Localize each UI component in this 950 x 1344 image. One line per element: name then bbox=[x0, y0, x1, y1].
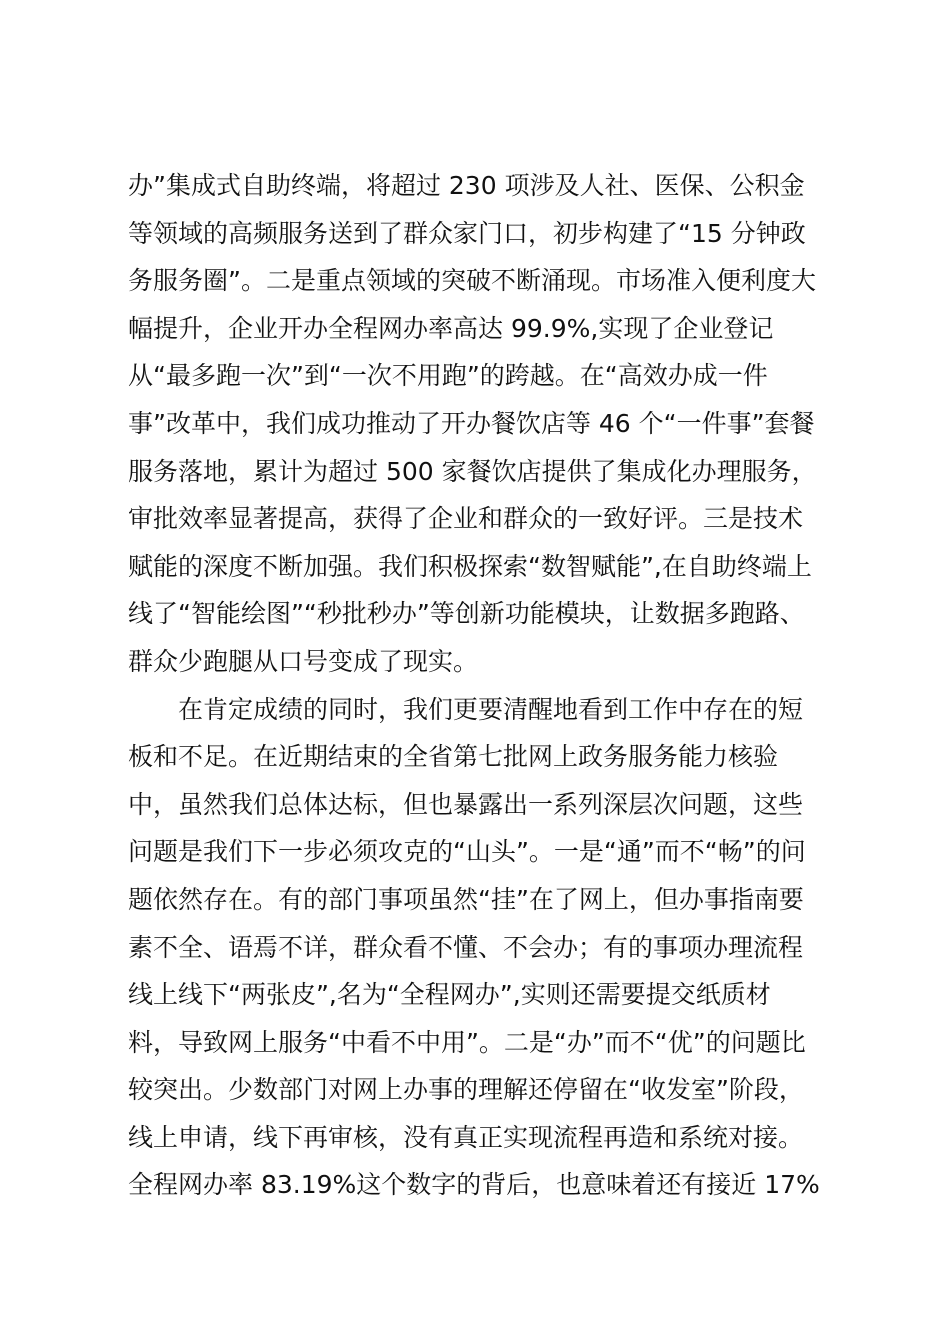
text-line: 审批效率显著提高，获得了企业和群众的一致好评。三是技术 bbox=[128, 504, 804, 534]
text-line: 办”集成式自助终端，将超过 230 项涉及人社、医保、公积金 bbox=[128, 171, 805, 200]
text-line: 线上申请，线下再审核，没有真正实现流程再造和系统对接。 bbox=[128, 1122, 804, 1152]
text-line: 线了“智能绘图”“秒批秒办”等创新功能模块，让数据多跑路、 bbox=[128, 599, 805, 629]
text-line: 中，虽然我们总体达标，但也暴露出一系列深层次问题，这些 bbox=[128, 789, 804, 819]
text-line: 全程网办率 83.19%这个数字的背后，也意味着还有接近 17% bbox=[128, 1170, 820, 1200]
body-text bbox=[128, 162, 838, 1209]
text-line: 服务落地，累计为超过 500 家餐饮店提供了集成化办理服务， bbox=[128, 456, 817, 486]
text-line: 线上线下“两张皮”,名为“全程网办”,实则还需要提交纸质材 bbox=[128, 980, 771, 1010]
text-line: 料，导致网上服务“中看不中用”。二是“办”而不“优”的问题比 bbox=[128, 1027, 806, 1057]
text-line: 务服务圈”。二是重点领域的突破不断涌现。市场准入便利度大 bbox=[128, 266, 816, 296]
text-line: 事”改革中，我们成功推动了开办餐饮店等 46 个“一件事”套餐 bbox=[128, 408, 815, 438]
text-line: 幅提升，企业开办全程网办率高达 99.9%,实现了企业登记 bbox=[128, 313, 774, 343]
text-line: 赋能的深度不断加强。我们积极探索“数智赋能”,在自助终端上 bbox=[128, 551, 812, 581]
text-line: 题依然存在。有的部门事项虽然“挂”在了网上，但办事指南要 bbox=[128, 884, 804, 914]
paragraph-start-line: 在肯定成绩的同时，我们更要清醒地看到工作中存在的短 bbox=[128, 694, 804, 724]
text-line: 素不全、语焉不详，群众看不懂、不会办；有的事项办理流程 bbox=[128, 932, 804, 962]
text-line: 群众少跑腿从口号变成了现实。 bbox=[128, 646, 479, 676]
text-line: 问题是我们下一步必须攻克的“山头”。一是“通”而不“畅”的问 bbox=[128, 837, 806, 867]
text-line: 较突出。少数部门对网上办事的理解还停留在“收发室”阶段， bbox=[128, 1075, 804, 1105]
text-line: 从“最多跑一次”到“一次不用跑”的跨越。在“高效办成一件 bbox=[128, 361, 768, 391]
text-line: 等领域的高频服务送到了群众家门口，初步构建了“15 分钟政 bbox=[128, 218, 806, 248]
text-line: 板和不足。在近期结束的全省第七批网上政务服务能力核验 bbox=[128, 742, 779, 772]
